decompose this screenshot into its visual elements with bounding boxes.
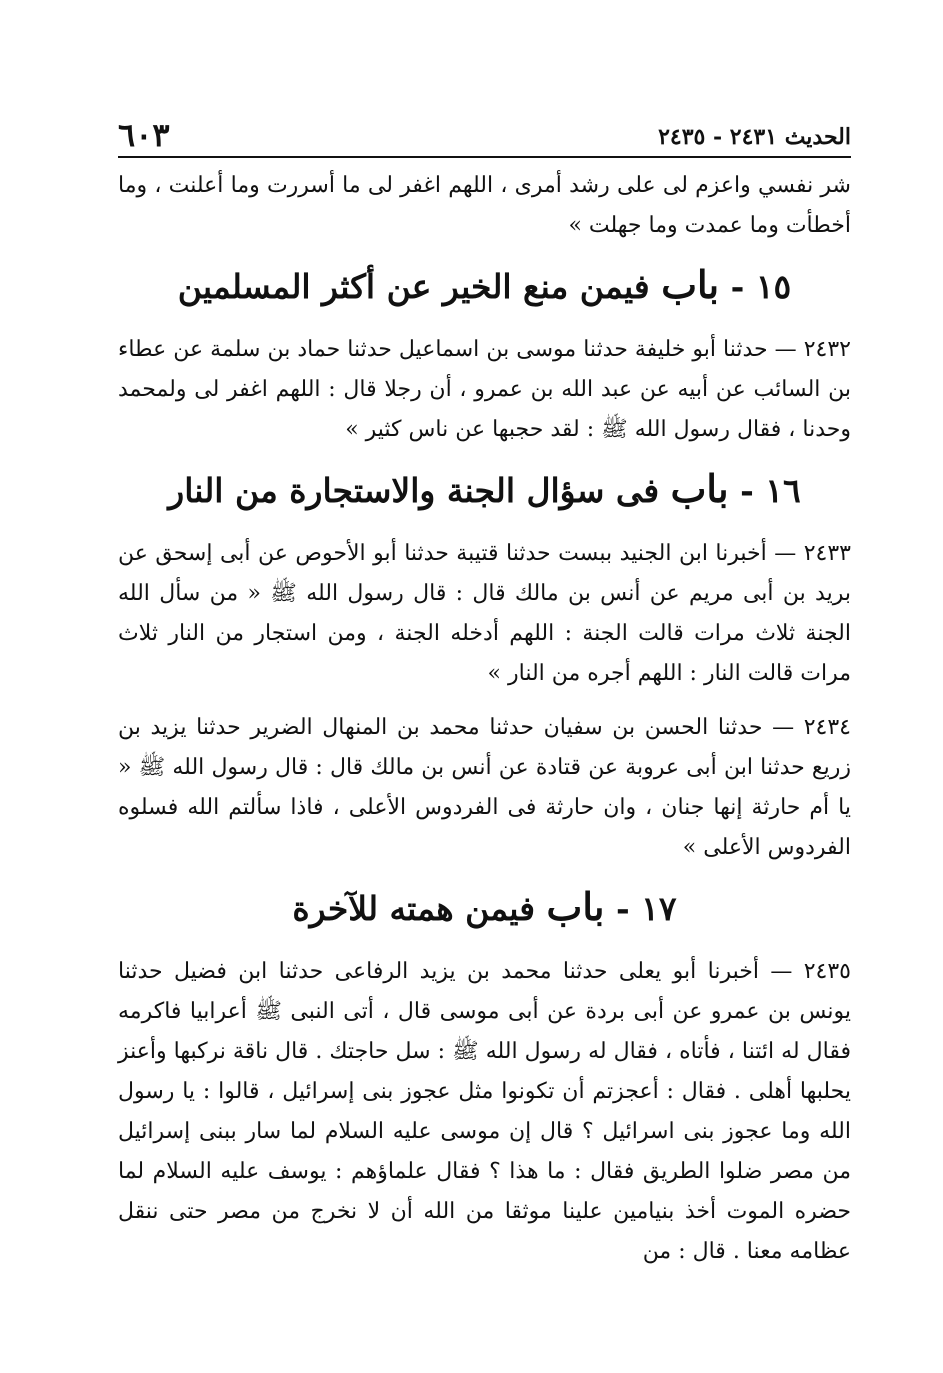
chapter-title: فى سؤال الجنة والاستجارة من النار: [168, 471, 660, 510]
page-number: ٦٠٣: [118, 116, 170, 154]
chapter-title: فيمن منع الخير عن أكثر المسلمين: [177, 267, 650, 306]
chapter-number: ١٦ -: [740, 471, 801, 510]
hadith-2434: ٢٤٣٤ — حدثنا الحسن بن سفيان حدثنا محمد بن المنهال الضرير حدثنا يزيد بن زريع حدثنا ابن أبى عروبة عن قتادة عن أنس بن مالك قال : قال رسول الله ﷺ « يا أم حارثة إنها جنان ، وان حارثة فى الفردوس الأعلى ، فاذا سألتم الله فسلوه الفردوس الأعلى »: [118, 715, 851, 860]
chapter-bab: باب: [670, 466, 729, 511]
chapter-bab: باب: [661, 262, 720, 307]
chapter-heading-15: [118, 260, 851, 312]
hadith-2435: ٢٤٣٥ — أخبرنا أبو يعلى حدثنا محمد بن يزيد الرفاعى حدثنا ابن فضيل حدثنا يونس بن عمرو عن أبى بردة عن أبى موسى قال ، أتى النبى ﷺ أعرابيا فاكرمه فقال له ائتنا ، فأتاه ، فقال له رسول الله ﷺ : سل حاجتك . قال ناقة نركبها وأعنز يحلبها أهلى . فقال : أعجزتم أن تكونوا مثل عجوز بنى إسرائيل ، قالوا : يا رسول الله وما عجوز بنى اسرائيل ؟ قال إن موسى عليه السلام لما سار ببنى إسرائيل من مصر ضلوا الطريق فقال : ما هذا ؟ فقال علماؤهم : يوسف عليه السلام لما حضره الموت أخذ بنيامين علينا موثقا من الله أن لا نخرج من مصر حتى ننقل عظامه معنا . قال : من: [118, 959, 852, 1264]
chapter-title: فيمن همته للآخرة: [292, 889, 536, 928]
page-header: [118, 110, 851, 158]
chapter-heading-16: [118, 464, 851, 516]
hadith-range: الحديث ٢٤٣١ - ٢٤٣٥: [658, 124, 851, 150]
chapter-number: ١٧ -: [615, 889, 677, 928]
chapter-heading-17: [118, 882, 851, 934]
chapter-number: ١٥ -: [730, 267, 792, 306]
paragraph-continuation: شر نفسي واعزم لى على رشد أمرى ، اللهم اغفر لى ما أسررت وما أعلنت ، وما أخطأت وما عمدت وما جهلت »: [118, 173, 851, 238]
page-content: [118, 166, 851, 1286]
chapter-bab: باب: [546, 884, 605, 929]
hadith-2433: ٢٤٣٣ — أخبرنا ابن الجنيد ببست حدثنا قتيبة حدثنا أبو الأحوص عن أبى إسحق عن بريد بن أبى مريم عن أنس بن مالك قال : قال رسول الله ﷺ « من سأل الله الجنة ثلاث مرات قالت الجنة : اللهم أدخله الجنة ، ومن استجار من النار ثلاث مرات قالت النار : اللهم أجره من النار »: [118, 541, 851, 686]
hadith-2432: ٢٤٣٢ — حدثنا أبو خليفة حدثنا موسى بن اسماعيل حدثنا حماد بن سلمة عن عطاء بن السائب عن أبيه عن عبد الله بن عمرو ، أن رجلا قال : اللهم اغفر لى ولمحمد وحدنا ، فقال رسول الله ﷺ : لقد حجبها عن ناس كثير »: [118, 337, 851, 442]
